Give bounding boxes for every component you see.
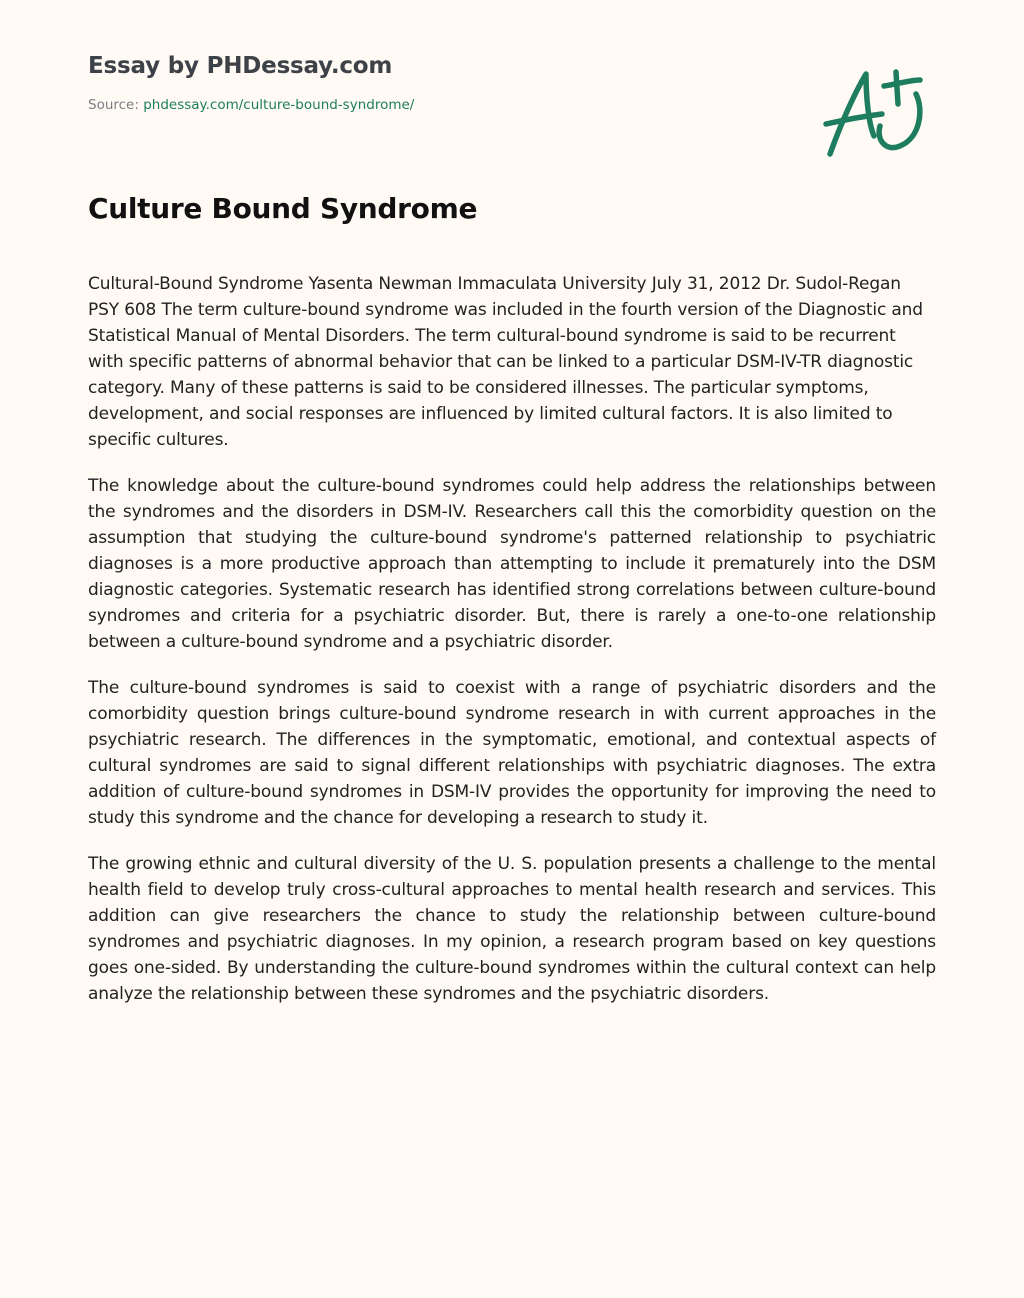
article-title: Culture Bound Syndrome: [88, 192, 478, 225]
site-brand: Essay by PHDessay.com: [88, 53, 393, 79]
site-header: [88, 50, 414, 114]
article-paragraph: The growing ethnic and cultural diversity of the U. S. population presents a challenge to the mental health field to develop truly cross-cultural approaches to mental health research and services. This addition can give researchers the chance to study the relationship between culture-bound syndromes and psychiatric diagnoses. In my opinion, a research program based on key questions goes one-sided. By understanding the culture-bound syndromes within the cultural context can help analyze the relationship between these syndromes and the psychiatric disorders.: [88, 854, 936, 1004]
a-plus-grade-icon: [822, 64, 930, 160]
article-paragraph: Cultural-Bound Syndrome Yasenta Newman Immaculata University July 31, 2012 Dr. Sudol-Regan PSY 608 The term culture-bound syndrome was included in the fourth version of the Diagnostic and Statistical Manual of Mental Disorders. The term cultural-bound syndrome is said to be recurrent with specific patterns of abnormal behavior that can be linked to a particular DSM-IV-TR diagnostic category. Many of these patterns is said to be considered illnesses. The particular symptoms, development, and social responses are influenced by limited cultural factors. It is also limited to specific cultures.: [88, 274, 923, 450]
article-body: [88, 271, 936, 1027]
source-link[interactable]: phdessay.com/culture-bound-syndrome/: [143, 97, 415, 113]
source-label: Source:: [88, 97, 144, 113]
article-paragraph: The culture-bound syndromes is said to coexist with a range of psychiatric disorders and the comorbidity question brings culture-bound syndrome research in with current approaches in the psychiatric research. The differences in the symptomatic, emotional, and contextual aspects of cultural syndromes are said to signal different relationships with psychiatric diagnoses. The extra addition of culture-bound syndromes in DSM-IV provides the opportunity for improving the need to study this syndrome and the chance for developing a research to study it.: [88, 678, 936, 828]
article-paragraph: The knowledge about the culture-bound syndromes could help address the relationships between the syndromes and the disorders in DSM-IV. Researchers call this the comorbidity question on the assumption that studying the culture-bound syndrome's patterned relationship to psychiatric diagnoses is a more productive approach than attempting to include it prematurely into the DSM diagnostic categories. Systematic research has identified strong correlations between culture-bound syndromes and criteria for a psychiatric disorder. But, there is rarely a one-to-one relationship between a culture-bound syndrome and a psychiatric disorder.: [88, 476, 936, 652]
source-line: [88, 96, 414, 114]
